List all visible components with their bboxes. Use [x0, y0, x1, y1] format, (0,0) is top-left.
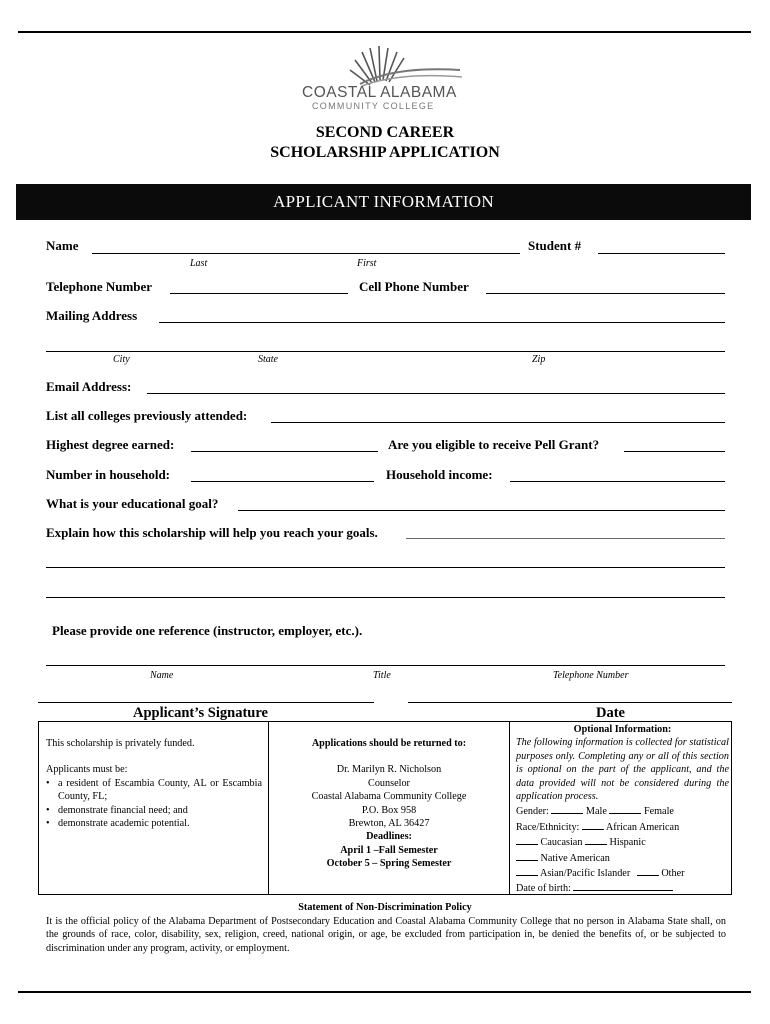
colleges-input[interactable]	[271, 422, 725, 423]
goal-label: What is your educational goal?	[46, 496, 219, 511]
cell-phone-input[interactable]	[486, 293, 725, 294]
bottom-rule	[18, 991, 751, 993]
degree-input[interactable]	[191, 451, 378, 452]
logo-sub-text: COMMUNITY COLLEGE	[312, 101, 435, 111]
colleges-label: List all colleges previously attended:	[46, 408, 248, 423]
cell-phone-label: Cell Phone Number	[359, 279, 469, 294]
title-line-1: SECOND CAREER	[315, 124, 455, 141]
signature-input[interactable]	[38, 702, 374, 703]
state-caption: State	[258, 354, 278, 365]
reference-title-caption: Title	[373, 670, 391, 681]
optional-info-note: The following information is collected for statistical purposes only. Completing any or all of this section is optional on the part of the applicant, and the data provided will not be considered during the application process.	[516, 737, 729, 803]
household-number-input[interactable]	[191, 481, 374, 482]
native-american-blank[interactable]	[516, 850, 538, 861]
gender-row: Gender: Male Female	[516, 803, 729, 818]
female-blank[interactable]	[609, 803, 641, 814]
explain-input[interactable]	[406, 538, 725, 539]
date-input[interactable]	[408, 702, 732, 703]
other-blank[interactable]	[637, 865, 659, 876]
college-name: Coastal Alabama Community College	[311, 791, 467, 803]
optional-info-heading: Optional Information:	[573, 724, 672, 735]
requirements-list	[46, 777, 262, 831]
reference-phone-caption: Telephone Number	[553, 670, 629, 681]
telephone-input[interactable]	[170, 293, 348, 294]
top-rule	[18, 31, 751, 33]
info-box-divider-2	[509, 721, 510, 895]
policy-text: It is the official policy of the Alabama Department of Postsecondary Education and Coastal Alabama Community College that no person in Alabama State shall, on the grounds of race, color, disability, sex, religion, creed, national origin, or age, be excluded from participation in, be denied the benefits of, or be subjected to discrimination under any program, activity, or employment.	[46, 916, 726, 954]
pell-grant-input[interactable]	[624, 451, 725, 452]
telephone-label: Telephone Number	[46, 279, 153, 294]
household-number-label: Number in household:	[46, 467, 171, 482]
mailing-address-line-2[interactable]	[46, 351, 725, 352]
native-american-row: Native American	[516, 850, 729, 865]
dob-row: Date of birth:	[516, 880, 729, 895]
caucasian-blank[interactable]	[516, 834, 538, 845]
mailing-address-input[interactable]	[159, 322, 725, 323]
city-state: Brewton, AL 36427	[348, 818, 430, 830]
race-row: Race/Ethnicity: African American	[516, 819, 729, 834]
po-box: P.O. Box 958	[361, 804, 417, 816]
date-label: Date	[596, 705, 625, 721]
returned-to-label: Applications should be returned to:	[311, 738, 467, 749]
info-box-divider-1	[268, 721, 269, 895]
policy-heading: Statement of Non-Discrimination Policy	[298, 902, 472, 913]
household-income-label: Household income:	[386, 467, 493, 482]
list-item: • demonstrate academic potential.	[46, 817, 262, 830]
goal-input[interactable]	[238, 510, 725, 511]
asian-blank[interactable]	[516, 865, 538, 876]
email-input[interactable]	[147, 393, 725, 394]
explain-line-3[interactable]	[46, 597, 725, 598]
last-name-caption: Last	[190, 258, 208, 269]
name-label: Name	[46, 238, 79, 253]
degree-label: Highest degree earned:	[46, 437, 175, 452]
signature-label: Applicant’s Signature	[133, 705, 268, 721]
title-line-2: SCHOLARSHIP APPLICATION	[270, 144, 500, 161]
contact-title: Counselor	[368, 777, 410, 789]
hispanic-blank[interactable]	[585, 834, 607, 845]
list-item: • a resident of Escambia County, AL or Escambia County, FL;	[46, 777, 262, 804]
student-number-input[interactable]	[598, 253, 725, 254]
explain-line-2[interactable]	[46, 567, 725, 568]
pell-grant-label: Are you eligible to receive Pell Grant?	[388, 437, 600, 452]
explain-label: Explain how this scholarship will help you reach your goals.	[46, 525, 378, 540]
deadlines-label: Deadlines:	[366, 831, 412, 843]
spring-deadline: October 5 – Spring Semester	[326, 858, 452, 870]
student-number-label: Student #	[528, 238, 582, 253]
email-label: Email Address:	[46, 379, 132, 394]
dob-blank[interactable]	[573, 880, 673, 891]
mailing-address-label: Mailing Address	[46, 308, 138, 323]
reference-input[interactable]	[46, 665, 725, 666]
contact-name: Dr. Marilyn R. Nicholson	[336, 764, 442, 776]
african-american-blank[interactable]	[582, 819, 604, 830]
info-middle-column	[271, 737, 507, 871]
zip-caption: Zip	[532, 354, 546, 365]
info-left-column	[46, 737, 262, 830]
caucasian-row: Caucasian Hispanic	[516, 834, 729, 849]
fall-deadline: April 1 –Fall Semester	[340, 844, 438, 856]
list-item: • demonstrate financial need; and	[46, 804, 262, 817]
reference-label: Please provide one reference (instructor, employer, etc.).	[52, 623, 363, 638]
city-caption: City	[113, 354, 130, 365]
funded-note: This scholarship is privately funded.	[46, 738, 195, 749]
reference-name-caption: Name	[150, 670, 174, 681]
sun-wave-icon	[300, 44, 470, 88]
male-blank[interactable]	[551, 803, 583, 814]
name-input[interactable]	[92, 253, 520, 254]
info-right-column	[516, 723, 729, 896]
logo-main-text: COASTAL ALABAMA	[302, 84, 457, 101]
must-be-label: Applicants must be:	[46, 764, 128, 776]
asian-row: Asian/Pacific Islander Other	[516, 865, 729, 880]
household-income-input[interactable]	[510, 481, 725, 482]
college-logo	[300, 44, 470, 112]
first-name-caption: First	[357, 258, 377, 269]
section-banner: APPLICANT INFORMATION	[16, 184, 751, 220]
